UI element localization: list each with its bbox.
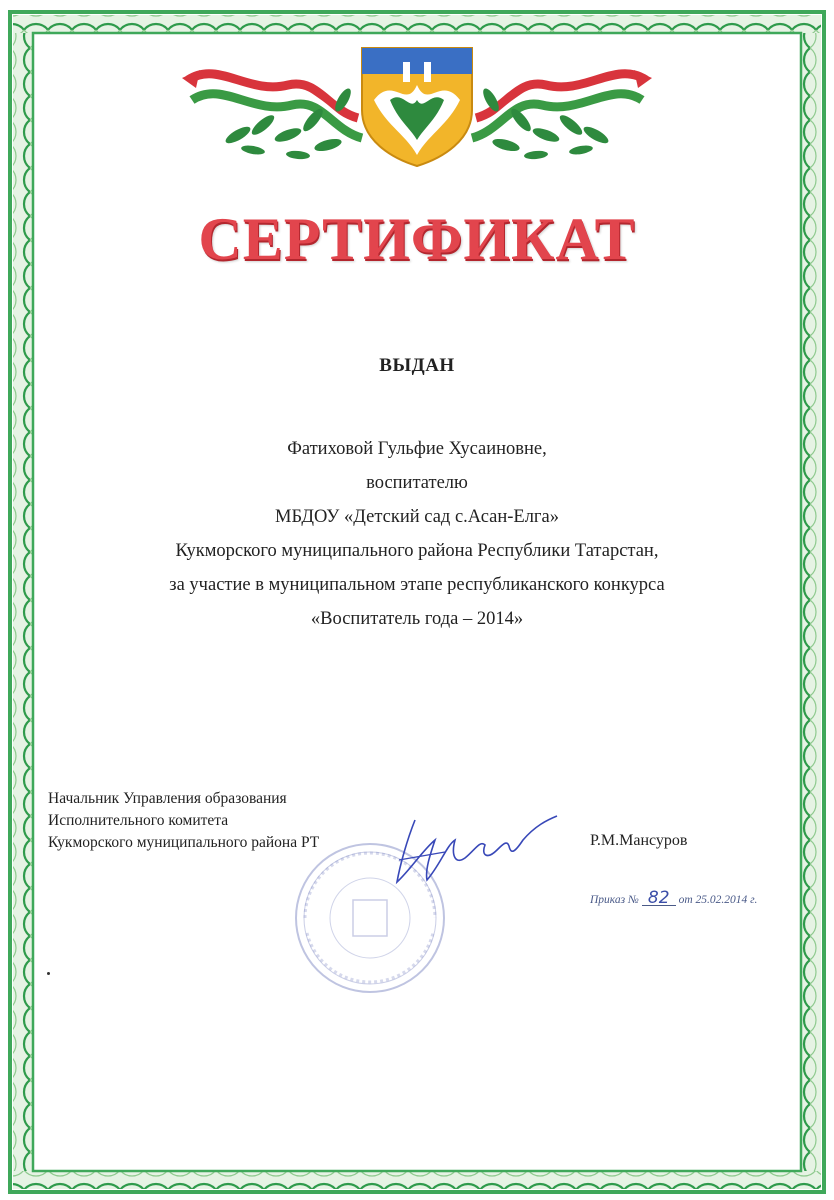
contest-name-line: «Воспитатель года – 2014» xyxy=(310,609,524,629)
recipient-region-line: Кукморского муниципального района Республики Татарстан, xyxy=(175,541,659,561)
left-flag-ribbon-icon xyxy=(182,70,362,138)
order-prefix: Приказ № xyxy=(590,894,639,906)
right-flag-ribbon-icon xyxy=(472,70,652,138)
recipient-organization-line: МБДОУ «Детский сад с.Асан-Елга» xyxy=(275,507,559,527)
coat-of-arms-emblem xyxy=(178,40,656,170)
order-date: от 25.02.2014 г. xyxy=(678,894,758,906)
order-reference xyxy=(590,888,758,908)
order-number: 82 xyxy=(642,891,676,906)
recipient-position-line: воспитателю xyxy=(366,473,468,493)
certificate-title: СЕРТИФИКАТ xyxy=(198,206,636,272)
recipient-text xyxy=(60,432,774,636)
signatory-position-line: Исполнительного комитета xyxy=(48,812,229,829)
issued-label: ВЫДАН xyxy=(379,355,455,376)
recipient-name-line: Фатиховой Гульфие Хусаиновне, xyxy=(287,439,547,459)
handwritten-signature xyxy=(385,810,560,890)
signatory-position-line: Начальник Управления образования xyxy=(48,790,287,807)
signatory-position xyxy=(48,788,319,854)
paper-speck xyxy=(47,972,50,975)
signatory-name: Р.М.Мансуров xyxy=(590,832,688,849)
shield-icon xyxy=(362,48,472,166)
award-reason-line: за участие в муниципальном этапе республиканского конкурса xyxy=(169,575,665,595)
signatory-position-line: Кукморского муниципального района РТ xyxy=(48,834,320,851)
